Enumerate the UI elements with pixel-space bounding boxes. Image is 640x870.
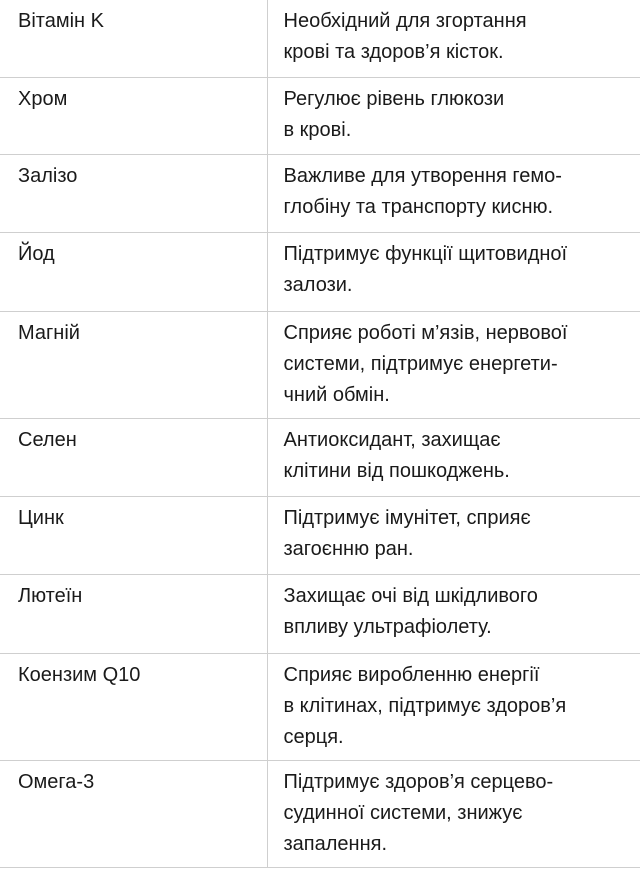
nutrient-description [267, 760, 640, 867]
description-line: судинної системи, знижує [283, 801, 523, 824]
description-line: Підтримує функції щитовидної [283, 242, 568, 265]
description-line: запалення. [283, 832, 388, 855]
description-line: Підтримує імунітет, сприяє [283, 506, 531, 529]
description-line: Регулює рівень глюкози [283, 87, 505, 110]
nutrient-name: Залізо [0, 154, 267, 232]
nutrient-name: Цинк [0, 496, 267, 574]
nutrient-description [267, 311, 640, 418]
description-line: Сприяє виробленню енергії [283, 663, 540, 686]
description-line: Необхідний для згортання [283, 10, 527, 32]
table-row [0, 77, 640, 154]
nutrient-name: Вітамін K [0, 0, 267, 77]
description-line: Антиоксидант, захищає [283, 428, 501, 451]
table-row [0, 418, 640, 496]
nutrient-name: Селен [0, 418, 267, 496]
nutrient-description [267, 77, 640, 154]
description-line: залози. [283, 273, 353, 296]
description-line: в крові. [283, 118, 352, 141]
description-line: Підтримує здоров’я серцево- [283, 770, 554, 793]
table-row [0, 0, 640, 77]
nutrient-description [267, 418, 640, 496]
description-line: крові та здоров’я кісток. [283, 41, 504, 63]
nutrient-description [267, 574, 640, 653]
nutrient-name: Омега-3 [0, 760, 267, 867]
nutrient-name: Магній [0, 311, 267, 418]
nutrient-description [267, 0, 640, 77]
nutrient-name: Хром [0, 77, 267, 154]
table-row [0, 232, 640, 311]
nutrient-name: Коензим Q10 [0, 653, 267, 760]
table-row [0, 154, 640, 232]
table-row [0, 496, 640, 574]
description-line: клітини від пошкоджень. [283, 459, 510, 482]
table-row [0, 760, 640, 867]
nutrient-name: Лютеїн [0, 574, 267, 653]
nutrient-description [267, 154, 640, 232]
description-line: чний обмін. [283, 383, 390, 406]
description-line: Важливе для утворення гемо- [283, 164, 562, 187]
description-line: Сприяє роботі м’язів, нервової [283, 321, 568, 344]
description-line: Захищає очі від шкідливого [283, 584, 538, 607]
description-line: глобіну та транспорту кисню. [283, 195, 554, 218]
table-row [0, 574, 640, 653]
nutrient-description [267, 653, 640, 760]
nutrient-description [267, 496, 640, 574]
description-line: системи, підтримує енергети- [283, 352, 558, 375]
table-row [0, 311, 640, 418]
description-line: загоєнню ран. [283, 537, 414, 560]
table-row [0, 653, 640, 760]
description-line: впливу ультрафіолету. [283, 615, 492, 638]
description-line: в клітинах, підтримує здоров’я [283, 694, 567, 717]
nutrient-name: Йод [0, 232, 267, 311]
description-line: серця. [283, 725, 344, 748]
nutrient-description [267, 232, 640, 311]
